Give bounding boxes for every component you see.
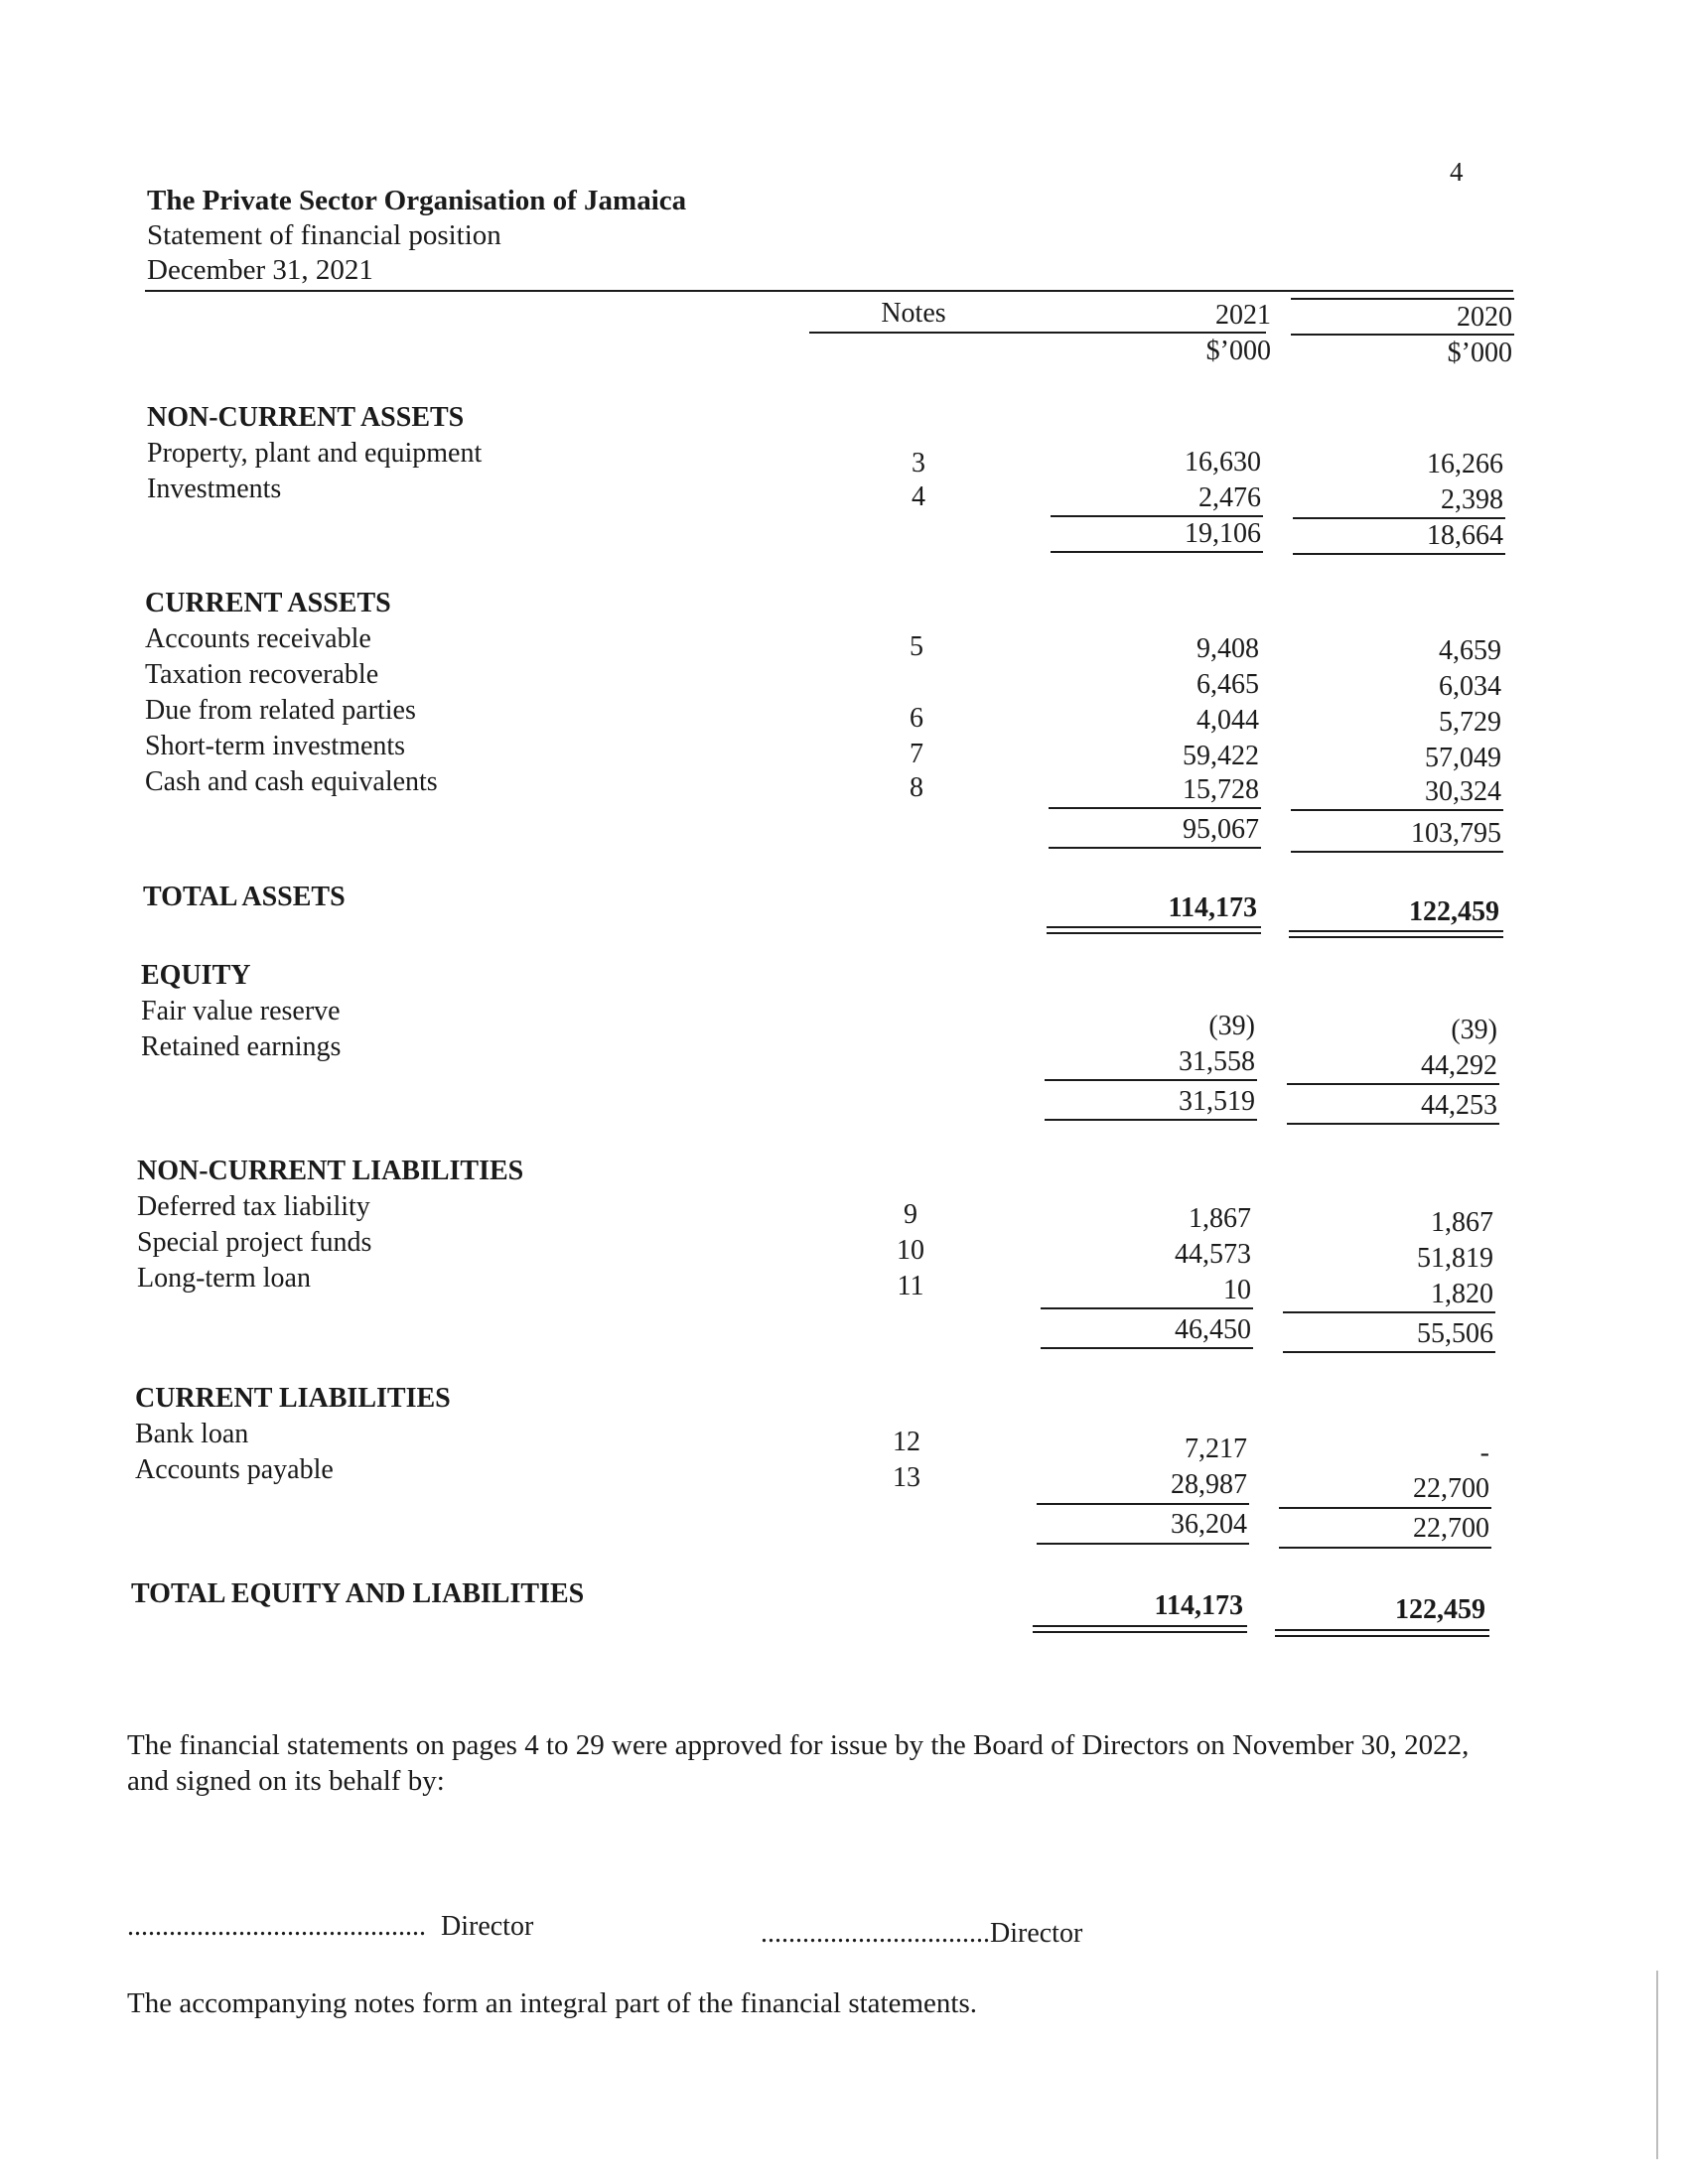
row-note: 8: [910, 772, 923, 803]
row-note: 12: [893, 1427, 920, 1457]
value-2021: 59,422: [1183, 741, 1259, 771]
row-note: 5: [910, 631, 923, 662]
organisation-name: The Private Sector Organisation of Jamaica: [147, 185, 687, 216]
value-2021: 16,630: [1185, 447, 1261, 478]
double-rule: [1275, 1629, 1489, 1637]
statement-header: [147, 183, 686, 288]
row-note: 7: [910, 739, 923, 769]
signature-title: Director: [441, 1911, 534, 1942]
row-label: Special project funds: [137, 1227, 372, 1258]
row-note: 10: [897, 1235, 924, 1266]
subtotal-rule: [1279, 1507, 1491, 1509]
subtotal-rule: [1041, 1307, 1253, 1309]
value-2021: (39): [1208, 1011, 1255, 1041]
total-rule: [1037, 1543, 1249, 1545]
section-current-liabilities: CURRENT LIABILITIES: [135, 1383, 451, 1414]
double-rule: [1047, 926, 1261, 934]
row-label: Cash and cash equivalents: [145, 766, 438, 797]
subtotal-2020: 22,700: [1413, 1513, 1489, 1544]
subtotal-rule: [1037, 1503, 1249, 1505]
row-label: Investments: [147, 474, 282, 504]
total-rule: [1283, 1351, 1495, 1353]
row-label: Property, plant and equipment: [147, 438, 483, 469]
row-note: 4: [912, 481, 925, 512]
page-number: 4: [1450, 157, 1464, 187]
subtotal-2020: 55,506: [1417, 1318, 1493, 1349]
row-label: Bank loan: [135, 1419, 249, 1449]
scan-edge-artifact: [1656, 1971, 1658, 2159]
row-note: 3: [912, 448, 925, 478]
subtotal-2020: 44,253: [1421, 1090, 1497, 1121]
total-rule: [1293, 553, 1505, 555]
notes-header-rule: [809, 332, 1028, 334]
approval-line-2: and signed on its behalf by:: [127, 1765, 445, 1797]
total-rule: [1041, 1347, 1253, 1349]
director-signature-left: [127, 1909, 533, 1945]
value-2020: 16,266: [1427, 449, 1503, 479]
subtotal-rule: [1291, 809, 1503, 811]
value-2021: 9,408: [1196, 633, 1259, 664]
value-2021: 31,558: [1179, 1046, 1255, 1077]
row-label: Taxation recoverable: [145, 659, 379, 690]
row-note: 13: [893, 1462, 920, 1493]
row-label: Deferred tax liability: [137, 1191, 370, 1222]
value-2021: 1,867: [1189, 1203, 1251, 1234]
value-2021: 7,217: [1185, 1433, 1247, 1464]
value-2020: 6,034: [1439, 671, 1501, 702]
signature-title: Director: [990, 1918, 1083, 1949]
value-2020: 30,324: [1425, 776, 1501, 807]
value-2020: 44,292: [1421, 1050, 1497, 1081]
signature-dots: .................................: [761, 1918, 990, 1949]
subtotal-rule: [1287, 1083, 1499, 1085]
footnote: The accompanying notes form an integral part of the financial statements.: [127, 1987, 977, 2019]
row-label: Short-term investments: [145, 731, 406, 761]
value-2021: 28,987: [1171, 1469, 1247, 1500]
total-rule: [1287, 1123, 1499, 1125]
subtotal-rule: [1045, 1079, 1257, 1081]
subtotal-2021: 19,106: [1185, 518, 1261, 549]
director-signature-right: [761, 1916, 1082, 1952]
row-label: Accounts receivable: [145, 623, 371, 654]
row-label: Accounts payable: [135, 1454, 334, 1485]
total-equity-liabilities-2020: 122,459: [1395, 1594, 1485, 1625]
statement-title: Statement of financial position: [147, 219, 501, 251]
value-2020: 4,659: [1439, 635, 1501, 666]
subtotal-2020: 18,664: [1427, 520, 1503, 551]
row-note: 6: [910, 703, 923, 734]
statement-date: December 31, 2021: [147, 254, 373, 286]
value-2021: 44,573: [1175, 1239, 1251, 1270]
row-label: Retained earnings: [141, 1031, 342, 1062]
value-2020: 2,398: [1441, 484, 1503, 515]
approval-line-1: The financial statements on pages 4 to 29 were approved for issue by the Board of Directors on November 30, 2022,: [127, 1729, 1470, 1761]
total-rule: [1279, 1547, 1491, 1549]
subtotal-2021: 46,450: [1175, 1314, 1251, 1345]
value-2021: 4,044: [1196, 705, 1259, 736]
row-note: 11: [897, 1271, 924, 1301]
subtotal-rule: [1283, 1311, 1495, 1313]
subtotal-2021: 36,204: [1171, 1509, 1247, 1540]
year-2021-header: 2021: [1215, 300, 1271, 331]
year-2020-header: 2020: [1457, 302, 1512, 333]
subtotal-2021: 31,519: [1179, 1086, 1255, 1117]
value-2020: 1,867: [1431, 1207, 1493, 1238]
value-2020: 5,729: [1439, 707, 1501, 738]
total-rule: [1049, 847, 1261, 849]
subtotal-2020: 103,795: [1411, 818, 1501, 849]
value-2021: 6,465: [1196, 669, 1259, 700]
section-equity: EQUITY: [141, 960, 251, 991]
total-rule: [1051, 551, 1263, 553]
unit-2020-header: $’000: [1447, 338, 1512, 368]
value-2020: 57,049: [1425, 743, 1501, 773]
value-2020: 22,700: [1413, 1473, 1489, 1504]
unit-2021-header: $’000: [1205, 336, 1271, 366]
total-assets-2020: 122,459: [1409, 896, 1499, 927]
value-2020: 51,819: [1417, 1243, 1493, 1274]
value-2021: 15,728: [1183, 774, 1259, 805]
row-note: 9: [904, 1199, 917, 1230]
total-assets-label: TOTAL ASSETS: [143, 882, 346, 912]
row-label: Long-term loan: [137, 1263, 311, 1294]
double-rule: [1289, 930, 1503, 938]
signature-dots: ...........................................: [127, 1911, 426, 1942]
total-rule: [1291, 851, 1503, 853]
section-non-current-liabilities: NON-CURRENT LIABILITIES: [137, 1156, 524, 1186]
value-2021: 10: [1223, 1275, 1251, 1305]
total-equity-liabilities-label: TOTAL EQUITY AND LIABILITIES: [131, 1578, 585, 1609]
double-rule: [1033, 1625, 1247, 1633]
total-rule: [1045, 1119, 1257, 1121]
value-2020: 1,820: [1431, 1279, 1493, 1309]
total-equity-liabilities-2021: 114,173: [1154, 1590, 1243, 1621]
value-2020: -: [1479, 1437, 1489, 1468]
section-non-current-assets: NON-CURRENT ASSETS: [147, 402, 465, 433]
subtotal-2021: 95,067: [1183, 814, 1259, 845]
header-rule: [145, 290, 1513, 292]
row-label: Fair value reserve: [141, 996, 341, 1026]
value-2020: (39): [1451, 1015, 1497, 1045]
value-2021: 2,476: [1198, 482, 1261, 513]
section-current-assets: CURRENT ASSETS: [145, 588, 391, 618]
row-label: Due from related parties: [145, 695, 416, 726]
total-assets-2021: 114,173: [1168, 892, 1257, 923]
notes-column-header: Notes: [881, 298, 946, 329]
approval-statement: [127, 1727, 1517, 1799]
subtotal-rule: [1049, 807, 1261, 809]
